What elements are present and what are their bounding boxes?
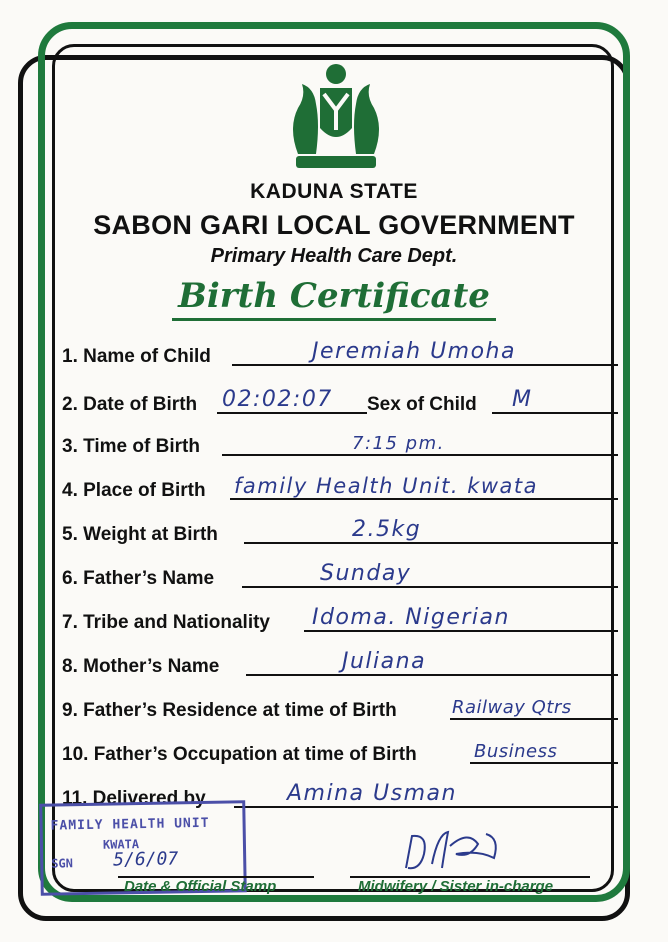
field-place-of-birth — [62, 476, 618, 504]
midwife-signature — [398, 824, 508, 880]
field-value: 7:15 pm. — [352, 433, 445, 454]
certificate-title: Birth Certificate — [0, 276, 668, 321]
stamp-date: 5/6/07 — [113, 848, 179, 871]
field-fathers-occupation — [62, 740, 618, 768]
field-mothers-name — [62, 649, 618, 680]
field-weight-at-birth — [62, 517, 618, 548]
coat-of-arms-icon — [276, 58, 396, 176]
field-value: Jeremiah Umoha — [312, 339, 516, 364]
field-date-of-birth — [62, 387, 618, 418]
field-line — [222, 454, 618, 456]
stamp-place: KWATA — [102, 837, 140, 852]
field-value: Juliana — [342, 649, 427, 674]
field-line — [246, 674, 618, 676]
field-value: Business — [474, 741, 558, 762]
field-label: 9. Father’s Residence at time of Birth — [62, 700, 397, 721]
field-value: Amina Usman — [287, 781, 457, 806]
date-stamp-label: Date & Official Stamp — [124, 878, 277, 895]
field-label: 11. Delivered by — [62, 788, 206, 809]
field-tribe-nationality — [62, 605, 618, 636]
field-line — [232, 364, 618, 366]
field-label: Sex of Child — [367, 394, 477, 415]
field-line — [230, 498, 618, 500]
field-label: 2. Date of Birth — [62, 394, 198, 415]
field-label: 5. Weight at Birth — [62, 524, 218, 545]
field-name-of-child — [62, 339, 618, 370]
state-heading: KADUNA STATE — [250, 180, 418, 203]
field-label: 3. Time of Birth — [62, 436, 200, 457]
field-value: 2.5kg — [352, 517, 422, 542]
field-value: Railway Qtrs — [452, 697, 572, 718]
field-value: Idoma. Nigerian — [312, 605, 510, 630]
field-value: family Health Unit. kwata — [234, 474, 539, 498]
field-fathers-residence — [62, 696, 618, 724]
field-line — [234, 806, 618, 808]
field-label: 1. Name of Child — [62, 346, 211, 367]
field-label: 7. Tribe and Nationality — [62, 612, 270, 633]
field-label: 4. Place of Birth — [62, 480, 206, 501]
field-line — [244, 542, 618, 544]
field-value: 02:02:07 — [222, 387, 333, 412]
field-label: 8. Mother’s Name — [62, 656, 220, 677]
field-line — [217, 412, 367, 414]
field-line — [470, 762, 618, 764]
field-time-of-birth — [62, 432, 618, 460]
field-value: Sunday — [320, 561, 412, 586]
dept-heading: Primary Health Care Dept. — [210, 245, 458, 267]
field-value: M — [512, 387, 533, 412]
field-line — [304, 630, 618, 632]
lga-heading: SABON GARI LOCAL GOVERNMENT — [93, 210, 575, 240]
field-line — [492, 412, 618, 414]
signature-label: Midwifery / Sister in-charge — [358, 878, 554, 895]
stamp-prefix: SGN — [51, 856, 74, 871]
stamp-unit: FAMILY HEALTH UNIT — [50, 815, 210, 834]
field-line — [242, 586, 618, 588]
field-label: 6. Father’s Name — [62, 568, 215, 589]
field-label: 10. Father’s Occupation at time of Birth — [62, 744, 417, 765]
field-fathers-name — [62, 561, 618, 592]
field-line — [450, 718, 618, 720]
